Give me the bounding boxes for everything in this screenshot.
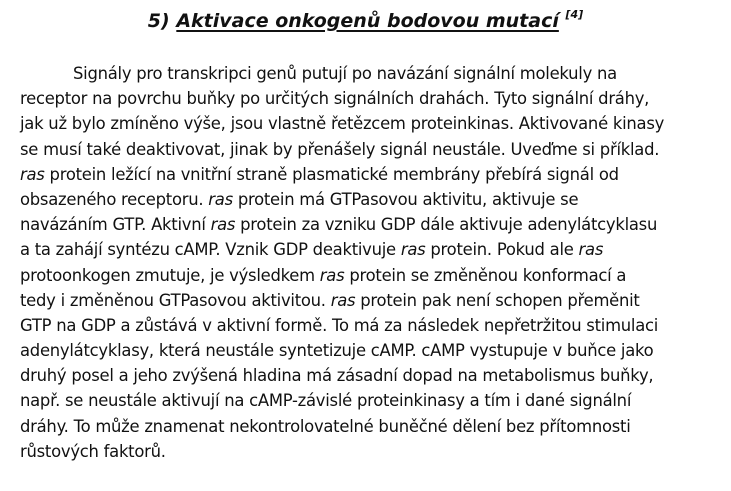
text-run: protein pak není schopen přeměnit bbox=[355, 290, 640, 310]
paragraph-line bbox=[20, 212, 712, 237]
text-run: jak už bylo zmíněno výše, jsou vlastně řetězcem proteinkinas. Aktivované kinasy bbox=[20, 114, 665, 134]
reference-marker: [4] bbox=[565, 8, 584, 21]
text-run: např. se neustále aktivují na cAMP-závislé proteinkinasy a tím i dané signální bbox=[20, 391, 632, 411]
text-run: protein ležící na vnitřní straně plasmatické membrány přebírá signál od bbox=[44, 164, 619, 184]
paragraph-line bbox=[20, 439, 712, 464]
paragraph-line bbox=[20, 86, 712, 111]
italic-term: ras bbox=[578, 240, 604, 260]
paragraph-line bbox=[20, 111, 712, 136]
paragraph-line bbox=[20, 338, 712, 363]
text-run: protoonkogen zmutuje, je výsledkem bbox=[20, 265, 320, 285]
text-run: tedy i změněnou GTPasovou aktivitou. bbox=[20, 290, 331, 310]
text-run: růstových faktorů. bbox=[20, 441, 166, 461]
text-run: a ta zahájí syntézu cAMP. Vznik GDP deaktivuje bbox=[20, 240, 401, 260]
italic-term: ras bbox=[330, 290, 356, 310]
paragraph-line bbox=[20, 187, 712, 212]
italic-term: ras bbox=[400, 240, 426, 260]
text-run: adenylátcyklasy, která neustále syntetizuje cAMP. cAMP vystupuje v buňce jako bbox=[20, 341, 654, 361]
paragraph-line bbox=[20, 388, 712, 413]
text-run: Signály pro transkripci genů putují po navázání signální molekuly na bbox=[73, 64, 617, 83]
body-paragraph bbox=[20, 61, 712, 464]
text-run: receptor na povrchu buňky po určitých signálních drahách. Tyto signální dráhy, bbox=[20, 89, 650, 109]
section-heading bbox=[0, 6, 731, 36]
text-run: se musí také deaktivovat, jinak by přenášely signál neustále. Uveďme si příklad. bbox=[20, 139, 660, 159]
paragraph-line bbox=[20, 162, 712, 187]
text-run: protein. Pokud ale bbox=[425, 240, 579, 260]
italic-term: ras bbox=[319, 265, 345, 285]
italic-term: ras bbox=[210, 215, 236, 235]
italic-term: ras bbox=[208, 189, 233, 209]
paragraph-line bbox=[20, 288, 712, 313]
text-run: druhý posel a jeho zvýšená hladina má zásadní dopad na metabolismus buňky, bbox=[20, 366, 654, 386]
text-run: protein má GTPasovou aktivitu, aktivuje se bbox=[232, 189, 579, 209]
text-run: navázáním GTP. Aktivní bbox=[20, 215, 211, 235]
paragraph-line bbox=[20, 313, 712, 338]
text-run: GTP na GDP a zůstává v aktivní formě. To má za následek nepřetržitou stimulaci bbox=[20, 315, 659, 335]
paragraph-line bbox=[20, 363, 712, 388]
section-title: Aktivace onkogenů bodovou mutací bbox=[176, 10, 559, 32]
italic-term: ras bbox=[20, 164, 45, 184]
text-run: dráhy. To může znamenat nekontrolovatelné buněčné dělení bez přítomnosti bbox=[20, 416, 631, 436]
paragraph-line bbox=[20, 137, 712, 162]
paragraph-line bbox=[20, 61, 712, 86]
text-run: obsazeného receptoru. bbox=[20, 189, 209, 209]
text-run: protein za vzniku GDP dále aktivuje adenylátcyklasu bbox=[235, 215, 658, 235]
paragraph-line bbox=[20, 414, 712, 439]
paragraph-line bbox=[20, 263, 712, 288]
text-run: protein se změněnou konformací a bbox=[344, 265, 627, 285]
paragraph-line bbox=[20, 237, 712, 262]
section-number: 5) bbox=[147, 10, 170, 32]
